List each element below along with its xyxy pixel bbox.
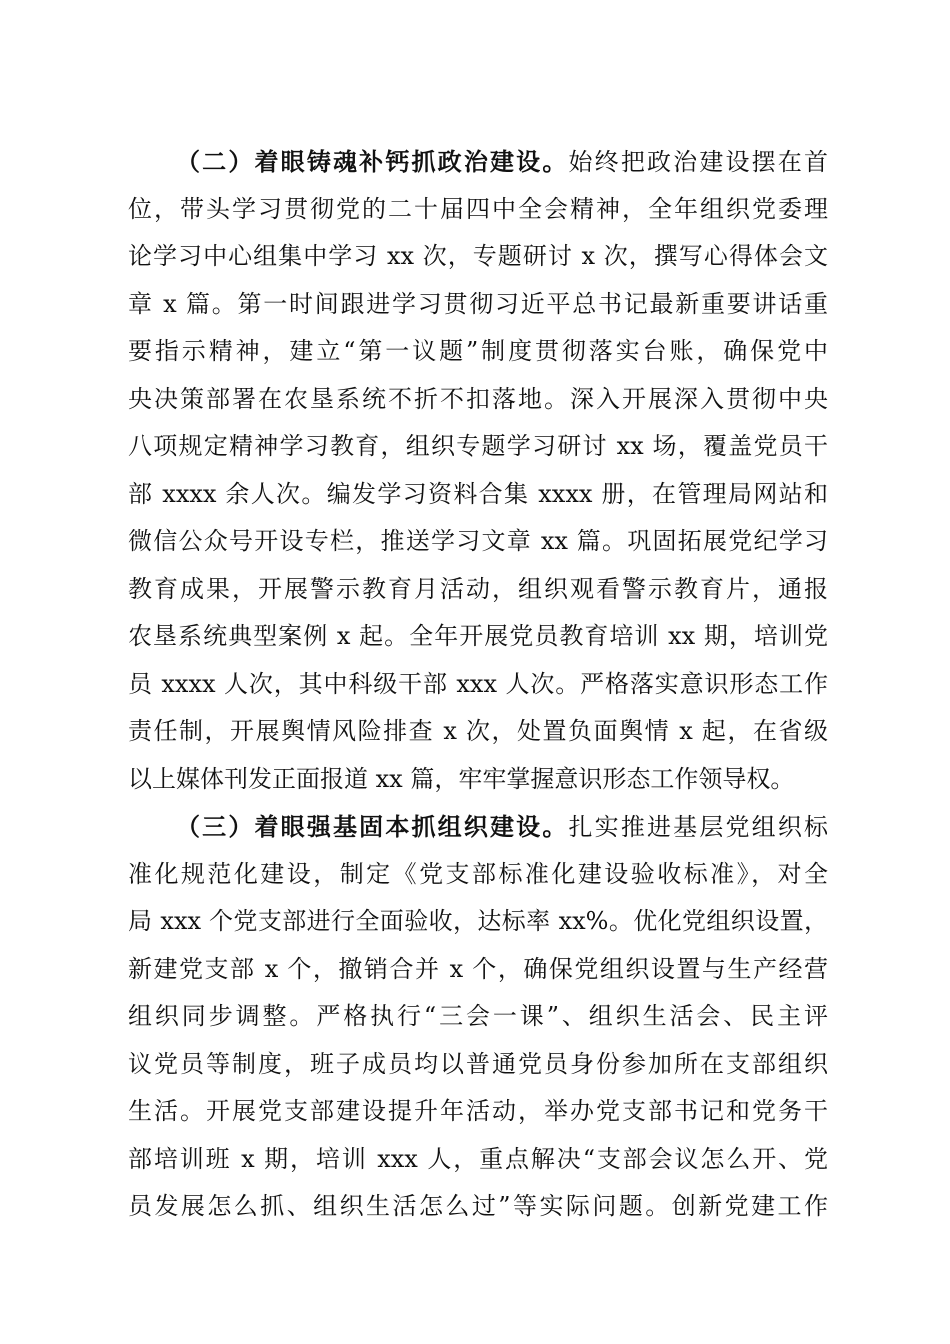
document-body <box>128 138 828 1231</box>
paragraph-line: 要指示精神，建立“第一议题”制度贯彻落实台账，确保党中 <box>128 337 828 365</box>
paragraph-line: 责任制，开展舆情风险排查 x 次，处置负面舆情 x 起，在省级 <box>128 717 828 745</box>
paragraph-line: 部 xxxx 余人次。编发学习资料合集 xxxx 册，在管理局网站和 <box>128 479 828 508</box>
paragraph-line: 部培训班 x 期，培训 xxx 人，重点解决“支部会议怎么开、党 <box>128 1144 828 1173</box>
section-heading: （二）着眼铸魂补钙抓政治建设。 <box>176 147 569 176</box>
paragraph <box>128 138 828 803</box>
paragraph-last-line: 以上媒体刊发正面报道 xx 篇，牢牢掌握意识形态工作领导权。 <box>128 764 795 793</box>
paragraph-line: 生活。开展党支部建设提升年活动，举办党支部书记和党务干 <box>128 1097 828 1125</box>
paragraph-line: 组织同步调整。严格执行“三会一课”、组织生活会、民主评 <box>128 1002 828 1030</box>
paragraph-line: 央决策部署在农垦系统不折不扣落地。深入开展深入贯彻中央 <box>128 384 828 413</box>
paragraph-line: 局 xxx 个党支部进行全面验收，达标率 xx%。优化党组织设置， <box>128 907 828 935</box>
paragraph-line: 准化规范化建设，制定《党支部标准化建设验收标准》，对全 <box>128 859 828 888</box>
paragraph-line: 新建党支部 x 个，撤销合并 x 个，确保党组织设置与生产经营 <box>128 954 828 983</box>
paragraph-line: 农垦系统典型案例 x 起。全年开展党员教育培训 xx 期，培训党 <box>128 622 828 650</box>
paragraph-text: 始终把政治建设摆在首 <box>568 148 828 176</box>
paragraph-first-line <box>128 803 828 851</box>
paragraph-line: 微信公众号开设专栏，推送学习文章 xx 篇。巩固拓展党纪学习 <box>128 527 828 555</box>
paragraph-line: 员发展怎么抓、组织生活怎么过”等实际问题。创新党建工作 <box>128 1192 828 1220</box>
paragraph-line: 位，带头学习贯彻党的二十届四中全会精神，全年组织党委理 <box>128 194 828 223</box>
section-heading: （三）着眼强基固本抓组织建设。 <box>176 812 569 841</box>
paragraph-text: 扎实推进基层党组织标 <box>568 813 828 841</box>
paragraph-line: 八项规定精神学习教育，组织专题学习研讨 xx 场，覆盖党员干 <box>128 432 828 460</box>
paragraph <box>128 803 828 1231</box>
paragraph-line: 论学习中心组集中学习 xx 次，专题研讨 x 次，撰写心得体会文 <box>128 242 828 270</box>
paragraph-first-line <box>128 138 828 186</box>
paragraph-line: 员 xxxx 人次，其中科级干部 xxx 人次。严格落实意识形态工作 <box>128 669 828 698</box>
paragraph-line: 教育成果，开展警示教育月活动，组织观看警示教育片，通报 <box>128 574 828 603</box>
paragraph-line: 章 x 篇。第一时间跟进学习贯彻习近平总书记最新重要讲话重 <box>128 289 828 318</box>
paragraph-line: 议党员等制度，班子成员均以普通党员身份参加所在支部组织 <box>128 1049 828 1078</box>
